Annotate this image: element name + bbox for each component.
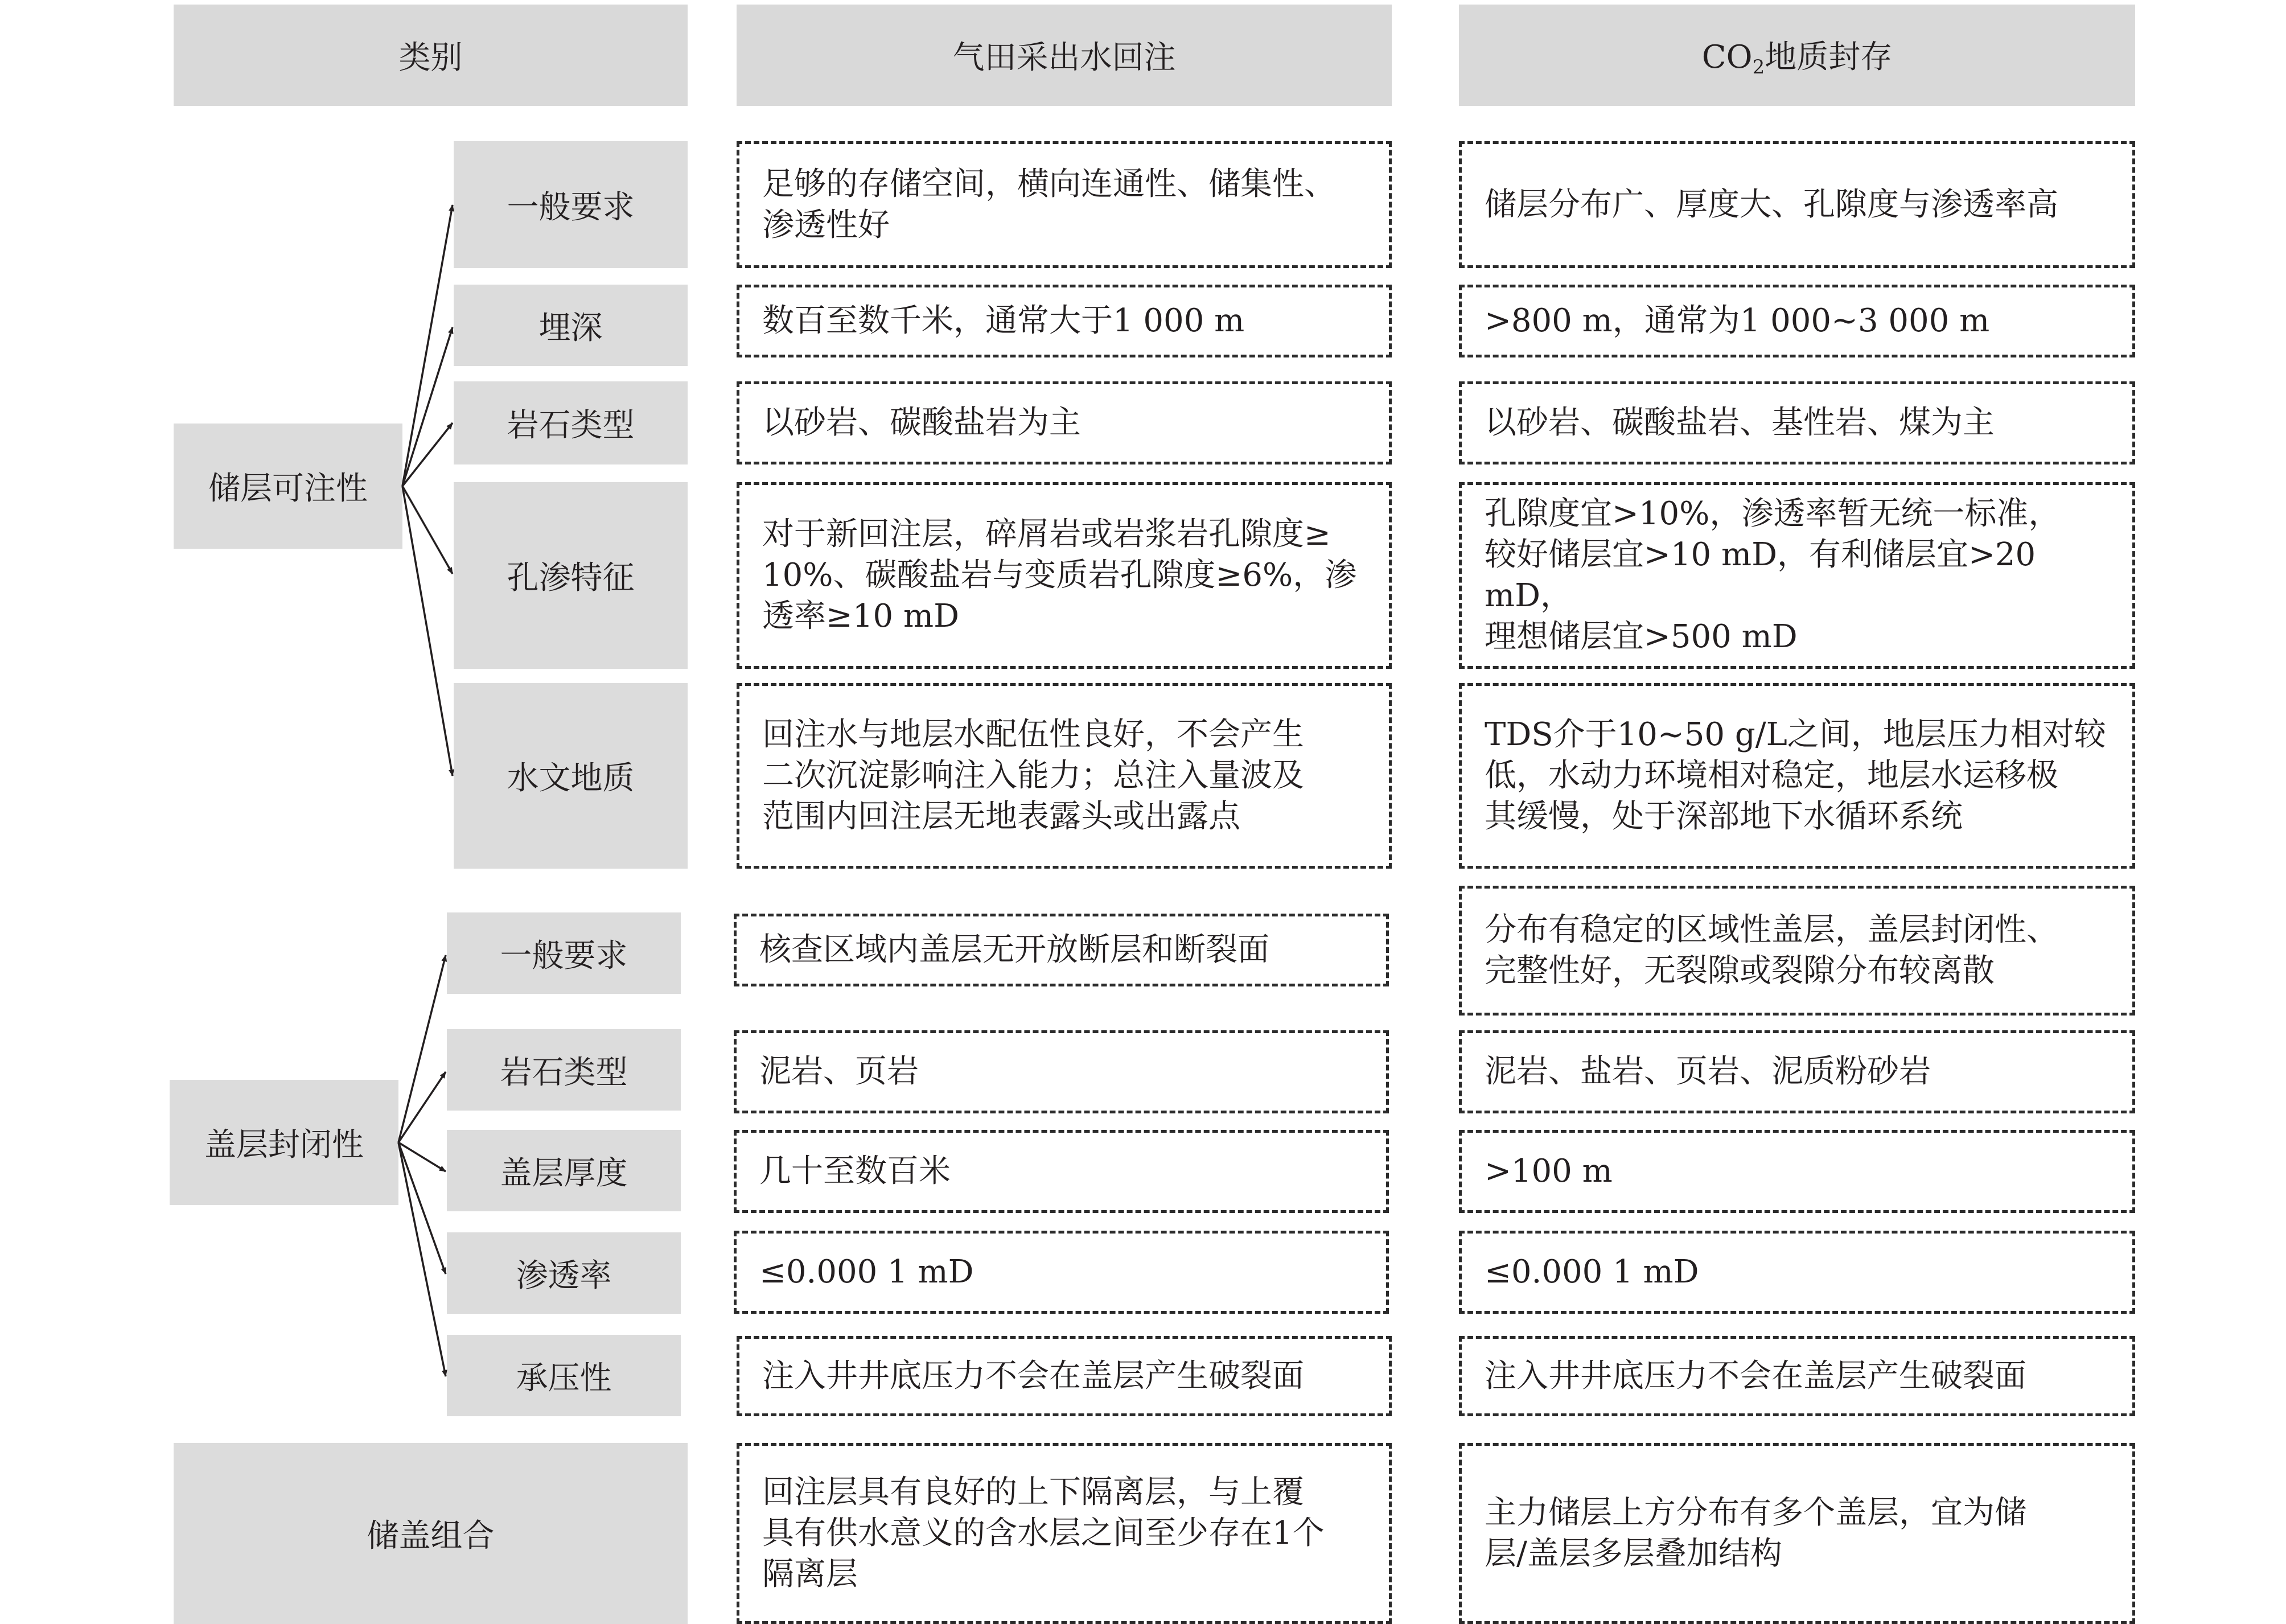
cell-water-caprock-thickness: 几十至数百米 (734, 1130, 1389, 1213)
arrow-caprock-permeability (398, 1142, 446, 1274)
category-caprock-label: 盖层封闭性 (204, 1126, 364, 1163)
header-category-label: 类别 (398, 39, 463, 76)
arrow-reservoir-general (402, 205, 453, 486)
cell-co2-reservoir-rock-type: 以砂岩、碳酸盐岩、基性岩、煤为主 (1459, 381, 2135, 464)
cell-co2-caprock-general: 分布有稳定的区域性盖层，盖层封闭性、 完整性好，无裂隙或裂隙分布较离散 (1459, 886, 2135, 1015)
category-combo-label: 储盖组合 (367, 1518, 495, 1555)
cell-co2-reservoir-depth: >800 m，通常为1 000~3 000 m (1459, 285, 2135, 357)
sub-reservoir-rock-type: 岩石类型 (454, 381, 688, 464)
arrow-reservoir-rock-type (402, 423, 453, 486)
cell-co2-caprock-permeability: ≤0.000 1 mD (1459, 1231, 2135, 1314)
arrow-caprock-general (398, 955, 446, 1142)
sub-reservoir-hydrogeology: 水文地质 (454, 683, 688, 869)
arrow-caprock-thickness (398, 1142, 446, 1171)
cell-water-combination: 回注层具有良好的上下隔离层，与上覆 具有供水意义的含水层之间至少存在1个 隔离层 (737, 1443, 1392, 1624)
cell-water-reservoir-rock-type: 以砂岩、碳酸盐岩为主 (737, 381, 1392, 464)
cell-co2-caprock-rock-type: 泥岩、盐岩、页岩、泥质粉砂岩 (1459, 1030, 2135, 1113)
sub-caprock-general: 一般要求 (447, 912, 681, 994)
cell-water-caprock-general: 核查区域内盖层无开放断层和断裂面 (734, 914, 1389, 986)
cell-water-caprock-pressure: 注入井井底压力不会在盖层产生破裂面 (737, 1336, 1392, 1416)
sub-caprock-rock-type: 岩石类型 (447, 1029, 681, 1111)
cell-co2-reservoir-general: 储层分布广、厚度大、孔隙度与渗透率高 (1459, 141, 2135, 268)
sub-caprock-pressure-bearing: 承压性 (447, 1335, 681, 1416)
sub-caprock-permeability: 渗透率 (447, 1232, 681, 1314)
sub-reservoir-general: 一般要求 (454, 141, 688, 268)
cell-co2-combination: 主力储层上方分布有多个盖层，宜为储 层/盖层多层叠加结构 (1459, 1443, 2135, 1624)
cell-water-reservoir-depth: 数百至数千米，通常大于1 000 m (737, 285, 1392, 357)
cell-co2-caprock-pressure: 注入井井底压力不会在盖层产生破裂面 (1459, 1336, 2135, 1416)
header-co2-storage-label: $CO_2$地质封存 (1701, 39, 1893, 79)
sub-reservoir-depth: 埋深 (454, 285, 688, 366)
category-reservoir-label: 储层可注性 (208, 470, 368, 507)
cell-water-caprock-rock-type: 泥岩、页岩 (734, 1030, 1389, 1113)
cell-water-reservoir-general: 足够的存储空间，横向连通性、储集性、 渗透性好 (737, 141, 1392, 268)
arrow-caprock-rock-type (398, 1072, 446, 1142)
cell-water-caprock-permeability: ≤0.000 1 mD (734, 1231, 1389, 1314)
header-water-reinjection-label: 气田采出水回注 (952, 39, 1176, 76)
cell-water-reservoir-hydrogeology: 回注水与地层水配伍性良好，不会产生 二次沉淀影响注入能力；总注入量波及 范围内回注层无地表露头或出露点 (737, 683, 1392, 869)
arrow-caprock-pressure (398, 1142, 446, 1376)
sub-reservoir-porosity-permeability: 孔渗特征 (454, 482, 688, 669)
cell-co2-reservoir-porosity: 孔隙度宜>10%，渗透率暂无统一标准， 较好储层宜>10 mD，有利储层宜>20 mD， 理想储层宜>500 mD (1459, 482, 2135, 669)
cell-co2-caprock-thickness: >100 m (1459, 1130, 2135, 1213)
sub-caprock-thickness: 盖层厚度 (447, 1130, 681, 1211)
cell-co2-reservoir-hydrogeology: TDS介于10~50 g/L之间，地层压力相对较 低，水动力环境相对稳定，地层水运移极 其缓慢，处于深部地下水循环系统 (1459, 683, 2135, 869)
cell-water-reservoir-porosity: 对于新回注层，碎屑岩或岩浆岩孔隙度≥ 10%、碳酸盐岩与变质岩孔隙度≥6%，渗 透率≥10 mD (737, 482, 1392, 669)
